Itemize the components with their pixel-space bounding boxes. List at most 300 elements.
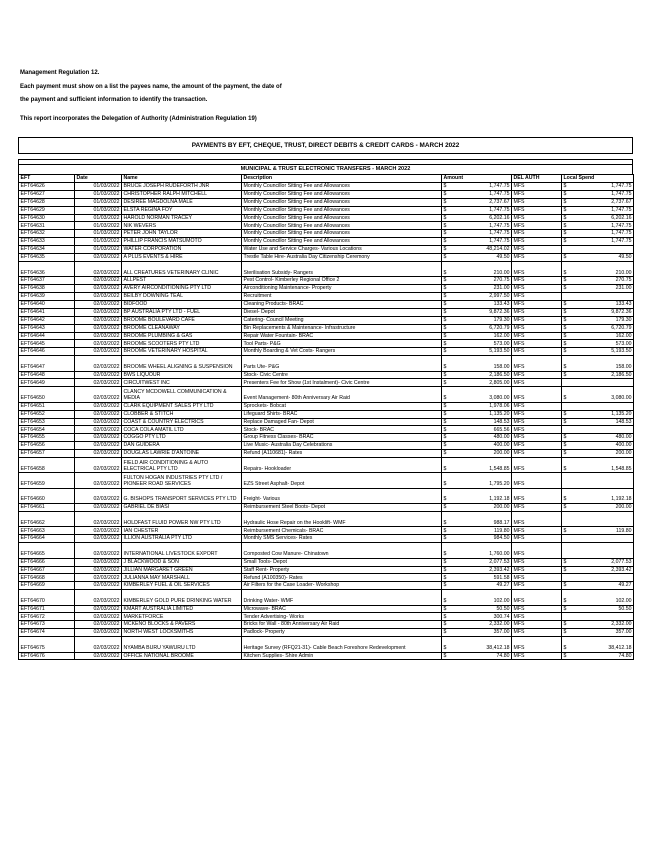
col-name: Name xyxy=(122,175,242,183)
cell-del-auth: MFS xyxy=(512,504,562,512)
cell-local-spend: 148.53 xyxy=(570,418,634,426)
cell-name: DESIREE MAGDOLNA MALE xyxy=(122,198,242,206)
table-row xyxy=(19,558,634,566)
table-row xyxy=(19,442,634,450)
cell-amount-currency: $ xyxy=(442,183,450,191)
cell-local-currency: $ xyxy=(562,340,570,348)
cell-local-currency: $ xyxy=(562,277,570,285)
cell-local-currency: $ xyxy=(562,605,570,613)
cell-local-spend xyxy=(570,535,634,543)
table-row xyxy=(19,214,634,222)
cell-eft: EFT64648 xyxy=(19,371,75,379)
cell-amount: 1,795.20 xyxy=(450,473,512,488)
cell-name: CLARK EQUIPMENT SALES PTY LTD xyxy=(122,402,242,410)
cell-description: Presenters Fee for Show (1st Instalment)- Civic Centre xyxy=(242,379,442,387)
cell-local-spend: 1,747.75 xyxy=(570,230,634,238)
cell-eft: EFT64661 xyxy=(19,504,75,512)
cell-del-auth: MFS xyxy=(512,332,562,340)
table-row xyxy=(19,300,634,308)
cell-local-currency: $ xyxy=(562,566,570,574)
cell-amount-currency: $ xyxy=(442,582,450,590)
cell-eft: EFT64626 xyxy=(19,183,75,191)
cell-name: A PLUS EVENTS & HIRE xyxy=(122,254,242,262)
cell-local-spend: 200.00 xyxy=(570,504,634,512)
cell-name: BROOME BOULEVARD CAFE xyxy=(122,316,242,324)
cell-amount: 162.00 xyxy=(450,332,512,340)
cell-eft: EFT64649 xyxy=(19,379,75,387)
cell-local-spend: 49.50 xyxy=(570,254,634,262)
cell-amount: 2,332.00 xyxy=(450,621,512,629)
cell-name: NIK WEVERS xyxy=(122,222,242,230)
cell-amount: 300.74 xyxy=(450,613,512,621)
cell-local-spend: 1,192.18 xyxy=(570,488,634,503)
cell-amount-currency: $ xyxy=(442,629,450,637)
cell-date: 02/03/2022 xyxy=(75,332,122,340)
cell-local-spend: 1,747.75 xyxy=(570,222,634,230)
cell-amount: 2,805.00 xyxy=(450,379,512,387)
table-row xyxy=(19,488,634,503)
cell-amount: 9,872.36 xyxy=(450,308,512,316)
cell-name: KIMBERLEY GOLD PURE DRINKING WATER xyxy=(122,590,242,605)
cell-local-spend: 2,737.67 xyxy=(570,198,634,206)
cell-name: PETER JOHN TAYLOR xyxy=(122,230,242,238)
cell-date: 02/03/2022 xyxy=(75,348,122,356)
cell-amount-currency: $ xyxy=(442,566,450,574)
cell-del-auth: MFS xyxy=(512,629,562,637)
cell-name: INTERNATIONAL LIVESTOCK EXPORT xyxy=(122,543,242,558)
cell-amount: 2,393.42 xyxy=(450,566,512,574)
cell-amount: 50.50 xyxy=(450,605,512,613)
cell-del-auth: MFS xyxy=(512,340,562,348)
cell-amount: 2,186.50 xyxy=(450,371,512,379)
table-row xyxy=(19,340,634,348)
cell-local-currency: $ xyxy=(562,371,570,379)
cell-date: 02/03/2022 xyxy=(75,590,122,605)
table-row xyxy=(19,504,634,512)
cell-amount: 984.50 xyxy=(450,535,512,543)
cell-local-currency: $ xyxy=(562,488,570,503)
cell-name: COGGO PTY LTD xyxy=(122,434,242,442)
cell-eft: EFT64647 xyxy=(19,356,75,371)
cell-eft: EFT64629 xyxy=(19,206,75,214)
cell-description: Tender Advertising- Works xyxy=(242,613,442,621)
cell-name: ALLPEST xyxy=(122,277,242,285)
cell-del-auth: MFS xyxy=(512,402,562,410)
cell-eft: EFT64633 xyxy=(19,238,75,246)
cell-local-spend: 38,412.18 xyxy=(570,637,634,652)
cell-del-auth: MFS xyxy=(512,458,562,473)
cell-amount-currency: $ xyxy=(442,450,450,458)
cell-name: FIELD AIR CONDITIONING & AUTO ELECTRICAL PTY LTD xyxy=(122,458,242,473)
cell-name: BROOME PLUMBING & GAS xyxy=(122,332,242,340)
cell-date: 02/03/2022 xyxy=(75,566,122,574)
cell-date: 01/03/2022 xyxy=(75,183,122,191)
cell-del-auth: MFS xyxy=(512,261,562,276)
cell-date: 02/03/2022 xyxy=(75,254,122,262)
cell-description: Monthly Boarding & Vet Costs- Rangers xyxy=(242,348,442,356)
cell-local-currency: $ xyxy=(562,652,570,660)
table-row xyxy=(19,198,634,206)
cell-amount: 1,747.75 xyxy=(450,183,512,191)
cell-date: 02/03/2022 xyxy=(75,316,122,324)
cell-local-currency: $ xyxy=(562,410,570,418)
cell-local-currency: $ xyxy=(562,450,570,458)
cell-local-currency: $ xyxy=(562,206,570,214)
cell-del-auth: MFS xyxy=(512,442,562,450)
cell-local-currency: $ xyxy=(562,261,570,276)
cell-amount-currency: $ xyxy=(442,348,450,356)
cell-local-currency: $ xyxy=(562,214,570,222)
cell-local-spend: 9,872.36 xyxy=(570,308,634,316)
cell-local-currency: $ xyxy=(562,356,570,371)
regulation-text-line-2: the payment and sufficient information to identify the transaction. xyxy=(20,97,208,103)
cell-description: EZS Street Asphalt- Depot xyxy=(242,473,442,488)
cell-description: Staff Rent- Property xyxy=(242,566,442,574)
table-row xyxy=(19,371,634,379)
cell-del-auth: MFS xyxy=(512,558,562,566)
cell-amount: 270.75 xyxy=(450,277,512,285)
table-row xyxy=(19,621,634,629)
cell-amount-currency: $ xyxy=(442,356,450,371)
cell-eft: EFT64653 xyxy=(19,418,75,426)
cell-del-auth: MFS xyxy=(512,300,562,308)
cell-description: Bricks for Wall - 80th Anniversary Air Raid xyxy=(242,621,442,629)
cell-amount-currency: $ xyxy=(442,285,450,293)
cell-name: ALL CREATURES VETERINARY CLINIC xyxy=(122,261,242,276)
cell-local-currency xyxy=(562,426,570,434)
cell-description: Catering- Council Meeting xyxy=(242,316,442,324)
cell-amount: 573.00 xyxy=(450,340,512,348)
cell-date: 01/03/2022 xyxy=(75,190,122,198)
cell-description: Air Filters for the Case Loader- Workshop xyxy=(242,582,442,590)
cell-del-auth: MFS xyxy=(512,316,562,324)
cell-amount-currency: $ xyxy=(442,527,450,535)
cell-amount-currency: $ xyxy=(442,410,450,418)
cell-eft: EFT64650 xyxy=(19,387,75,402)
cell-description: Stock- BRAC xyxy=(242,426,442,434)
cell-eft: EFT64666 xyxy=(19,558,75,566)
cell-eft: EFT64642 xyxy=(19,316,75,324)
cell-name: ILLION AUSTRALIA PTY LTD xyxy=(122,535,242,543)
cell-date: 02/03/2022 xyxy=(75,574,122,582)
cell-description: Cleaning Products- BRAC xyxy=(242,300,442,308)
cell-name: OFFICE NATIONAL BROOME xyxy=(122,652,242,660)
cell-del-auth: MFS xyxy=(512,527,562,535)
cell-local-spend xyxy=(570,473,634,488)
cell-amount: 231.00 xyxy=(450,285,512,293)
cell-amount: 1,978.06 xyxy=(450,402,512,410)
cell-amount: 480.00 xyxy=(450,434,512,442)
cell-amount-currency: $ xyxy=(442,254,450,262)
cell-name: JILLIAN MARGARET GREEN xyxy=(122,566,242,574)
table-body xyxy=(19,183,634,660)
table-row xyxy=(19,512,634,527)
table-row xyxy=(19,285,634,293)
cell-del-auth: MFS xyxy=(512,566,562,574)
cell-local-spend: 49.27 xyxy=(570,582,634,590)
cell-description: Monthly Councillor Sitting Fee and Allowances xyxy=(242,206,442,214)
cell-date: 01/03/2022 xyxy=(75,230,122,238)
cell-local-currency xyxy=(562,402,570,410)
cell-eft: EFT64660 xyxy=(19,488,75,503)
cell-local-currency: $ xyxy=(562,582,570,590)
cell-eft: EFT64645 xyxy=(19,340,75,348)
table-row xyxy=(19,348,634,356)
col-description: Description xyxy=(242,175,442,183)
cell-eft: EFT64673 xyxy=(19,621,75,629)
table-row xyxy=(19,206,634,214)
cell-amount: 1,548.85 xyxy=(450,458,512,473)
cell-amount: 5,193.50 xyxy=(450,348,512,356)
col-amount: Amount xyxy=(442,175,512,183)
cell-description: Sterilisation Subsidy- Rangers xyxy=(242,261,442,276)
cell-description: Parts Ute- P&G xyxy=(242,356,442,371)
cell-name: BROOME CLEANAWAY xyxy=(122,324,242,332)
cell-local-spend: 50.50 xyxy=(570,605,634,613)
cell-date: 01/03/2022 xyxy=(75,198,122,206)
cell-local-currency: $ xyxy=(562,558,570,566)
col-del-auth: DEL AUTH xyxy=(512,175,562,183)
cell-del-auth: MFS xyxy=(512,190,562,198)
cell-local-spend: 1,747.75 xyxy=(570,183,634,191)
cell-local-currency: $ xyxy=(562,458,570,473)
cell-name: NYAMBA BURU YAWURU LTD xyxy=(122,637,242,652)
cell-date: 02/03/2022 xyxy=(75,442,122,450)
cell-amount: 38,412.18 xyxy=(450,637,512,652)
table-row xyxy=(19,458,634,473)
cell-local-currency: $ xyxy=(562,637,570,652)
cell-local-currency: $ xyxy=(562,504,570,512)
cell-del-auth: MFS xyxy=(512,222,562,230)
cell-name: CLOBBER & STITCH xyxy=(122,410,242,418)
cell-description: Monthly Councillor Sitting Fee and Allowances xyxy=(242,183,442,191)
cell-local-currency: $ xyxy=(562,190,570,198)
cell-del-auth: MFS xyxy=(512,543,562,558)
cell-del-auth: MFS xyxy=(512,605,562,613)
cell-del-auth: MFS xyxy=(512,308,562,316)
cell-amount: 3,080.00 xyxy=(450,387,512,402)
cell-description: Replace Damaged Fan- Depot xyxy=(242,418,442,426)
cell-amount-currency: $ xyxy=(442,293,450,301)
cell-eft: EFT64627 xyxy=(19,190,75,198)
cell-local-spend: 231.00 xyxy=(570,285,634,293)
cell-local-currency xyxy=(562,535,570,543)
cell-local-currency xyxy=(562,379,570,387)
cell-amount-currency: $ xyxy=(442,387,450,402)
cell-amount-currency: $ xyxy=(442,504,450,512)
cell-del-auth: MFS xyxy=(512,238,562,246)
cell-amount-currency: $ xyxy=(442,277,450,285)
cell-date: 02/03/2022 xyxy=(75,277,122,285)
cell-local-spend: 158.00 xyxy=(570,356,634,371)
cell-eft: EFT64636 xyxy=(19,261,75,276)
cell-name: BIDFOOD xyxy=(122,300,242,308)
cell-date: 02/03/2022 xyxy=(75,512,122,527)
table-row xyxy=(19,277,634,285)
cell-eft: EFT64659 xyxy=(19,473,75,488)
cell-amount: 133.43 xyxy=(450,300,512,308)
cell-description: Group Fitness Classes- BRAC xyxy=(242,434,442,442)
cell-amount-currency: $ xyxy=(442,190,450,198)
cell-description: Water Use and Service Charges- Various Locations xyxy=(242,246,442,254)
cell-description: Heritage Survey (RFQ21-31)- Cable Beach Foreshore Redevelopment xyxy=(242,637,442,652)
cell-name: ELSTA REGINA FOY xyxy=(122,206,242,214)
cell-eft: EFT64637 xyxy=(19,277,75,285)
cell-description: Reimbursement Chemicals- BRAC xyxy=(242,527,442,535)
cell-amount: 2,737.67 xyxy=(450,198,512,206)
table-row xyxy=(19,652,634,660)
cell-amount-currency: $ xyxy=(442,214,450,222)
cell-date: 02/03/2022 xyxy=(75,308,122,316)
table-row xyxy=(19,527,634,535)
table-row xyxy=(19,293,634,301)
cell-eft: EFT64671 xyxy=(19,605,75,613)
cell-del-auth: MFS xyxy=(512,410,562,418)
cell-description: Repairs- Hookloader xyxy=(242,458,442,473)
cell-date: 02/03/2022 xyxy=(75,527,122,535)
cell-del-auth: MFS xyxy=(512,356,562,371)
cell-date: 02/03/2022 xyxy=(75,285,122,293)
cell-local-currency: $ xyxy=(562,387,570,402)
cell-description: Lifeguard Shirts- BRAC xyxy=(242,410,442,418)
cell-local-currency: $ xyxy=(562,527,570,535)
cell-eft: EFT64639 xyxy=(19,293,75,301)
cell-description: Sprockets- Bobcat xyxy=(242,402,442,410)
cell-amount-currency: $ xyxy=(442,340,450,348)
cell-description: Pest Control- Kimberley Regional Office 2 xyxy=(242,277,442,285)
cell-local-spend: 2,393.42 xyxy=(570,566,634,574)
cell-description: Padlock- Property xyxy=(242,629,442,637)
cell-local-spend: 119.80 xyxy=(570,527,634,535)
cell-name: COCA COLA AMATIL LTD xyxy=(122,426,242,434)
cell-amount-currency: $ xyxy=(442,488,450,503)
cell-date: 02/03/2022 xyxy=(75,261,122,276)
cell-amount-currency: $ xyxy=(442,402,450,410)
cell-date: 02/03/2022 xyxy=(75,387,122,402)
cell-name: BROOME WHEEL ALIGNING & SUSPENSION xyxy=(122,356,242,371)
cell-amount: 74.80 xyxy=(450,652,512,660)
cell-date: 02/03/2022 xyxy=(75,473,122,488)
cell-amount-currency: $ xyxy=(442,458,450,473)
cell-name: GABRIEL DE BIASI xyxy=(122,504,242,512)
cell-amount-currency: $ xyxy=(442,590,450,605)
cell-del-auth: MFS xyxy=(512,535,562,543)
section-title: MUNICIPAL & TRUST ELECTRONIC TRANSFERS - MARCH 2022 xyxy=(18,165,633,174)
cell-date: 02/03/2022 xyxy=(75,613,122,621)
cell-name: DAN GUIDERA xyxy=(122,442,242,450)
cell-del-auth: MFS xyxy=(512,371,562,379)
cell-local-spend: 1,747.75 xyxy=(570,206,634,214)
cell-date: 02/03/2022 xyxy=(75,371,122,379)
cell-description: Refund (A100350)- Rates xyxy=(242,574,442,582)
cell-amount-currency: $ xyxy=(442,246,450,254)
cell-amount: 591.58 xyxy=(450,574,512,582)
cell-local-currency xyxy=(562,246,570,254)
cell-local-currency: $ xyxy=(562,230,570,238)
cell-date: 02/03/2022 xyxy=(75,418,122,426)
cell-description: Refund (A110681)- Rates xyxy=(242,450,442,458)
table-row xyxy=(19,582,634,590)
cell-amount: 1,747.75 xyxy=(450,238,512,246)
cell-eft: EFT64672 xyxy=(19,613,75,621)
cell-description: Microwave- BRAC xyxy=(242,605,442,613)
cell-del-auth: MFS xyxy=(512,379,562,387)
table-row xyxy=(19,308,634,316)
cell-amount: 2,077.53 xyxy=(450,558,512,566)
cell-local-spend: 270.75 xyxy=(570,277,634,285)
cell-description: Event Management- 80th Anniversary Air Raid xyxy=(242,387,442,402)
cell-amount: 200.00 xyxy=(450,450,512,458)
cell-amount-currency: $ xyxy=(442,434,450,442)
cell-local-spend: 210.00 xyxy=(570,261,634,276)
table-row xyxy=(19,590,634,605)
cell-date: 02/03/2022 xyxy=(75,621,122,629)
col-date: Date xyxy=(75,175,122,183)
table-row xyxy=(19,387,634,402)
cell-description: Stock- Civic Centre xyxy=(242,371,442,379)
cell-amount-currency: $ xyxy=(442,543,450,558)
cell-date: 02/03/2022 xyxy=(75,582,122,590)
cell-amount-currency: $ xyxy=(442,621,450,629)
table-row xyxy=(19,254,634,262)
cell-date: 02/03/2022 xyxy=(75,637,122,652)
cell-local-spend: 480.00 xyxy=(570,434,634,442)
cell-amount-currency: $ xyxy=(442,652,450,660)
cell-local-spend xyxy=(570,543,634,558)
table-row xyxy=(19,246,634,254)
cell-date: 02/03/2022 xyxy=(75,504,122,512)
cell-del-auth: MFS xyxy=(512,637,562,652)
cell-eft: EFT64644 xyxy=(19,332,75,340)
cell-name: KMART AUSTRALIA LIMITED xyxy=(122,605,242,613)
table-row xyxy=(19,418,634,426)
table-row xyxy=(19,410,634,418)
cell-del-auth: MFS xyxy=(512,434,562,442)
table-row xyxy=(19,574,634,582)
cell-amount-currency: $ xyxy=(442,198,450,206)
cell-del-auth: MFS xyxy=(512,387,562,402)
cell-date: 02/03/2022 xyxy=(75,652,122,660)
cell-date: 02/03/2022 xyxy=(75,488,122,503)
cell-name: BROOME VETERINARY HOSPITAL xyxy=(122,348,242,356)
cell-amount-currency: $ xyxy=(442,473,450,488)
cell-amount-currency: $ xyxy=(442,332,450,340)
cell-date: 02/03/2022 xyxy=(75,558,122,566)
cell-eft: EFT64675 xyxy=(19,637,75,652)
cell-del-auth: MFS xyxy=(512,230,562,238)
cell-local-spend: 1,747.75 xyxy=(570,238,634,246)
cell-eft: EFT64657 xyxy=(19,450,75,458)
cell-amount-currency: $ xyxy=(442,558,450,566)
cell-date: 02/03/2022 xyxy=(75,535,122,543)
cell-local-currency: $ xyxy=(562,316,570,324)
cell-local-currency: $ xyxy=(562,324,570,332)
cell-eft: EFT64662 xyxy=(19,512,75,527)
table-row xyxy=(19,434,634,442)
cell-eft: EFT64640 xyxy=(19,300,75,308)
cell-eft: EFT64665 xyxy=(19,543,75,558)
col-eft: EFT xyxy=(19,175,75,183)
cell-local-spend: 102.00 xyxy=(570,590,634,605)
cell-del-auth: MFS xyxy=(512,254,562,262)
cell-description: Small Tools- Depot xyxy=(242,558,442,566)
table-row xyxy=(19,473,634,488)
cell-name: WATER CORPORATION xyxy=(122,246,242,254)
cell-eft: EFT64630 xyxy=(19,214,75,222)
cell-local-currency: $ xyxy=(562,590,570,605)
cell-amount-currency: $ xyxy=(442,426,450,434)
cell-local-spend xyxy=(570,613,634,621)
